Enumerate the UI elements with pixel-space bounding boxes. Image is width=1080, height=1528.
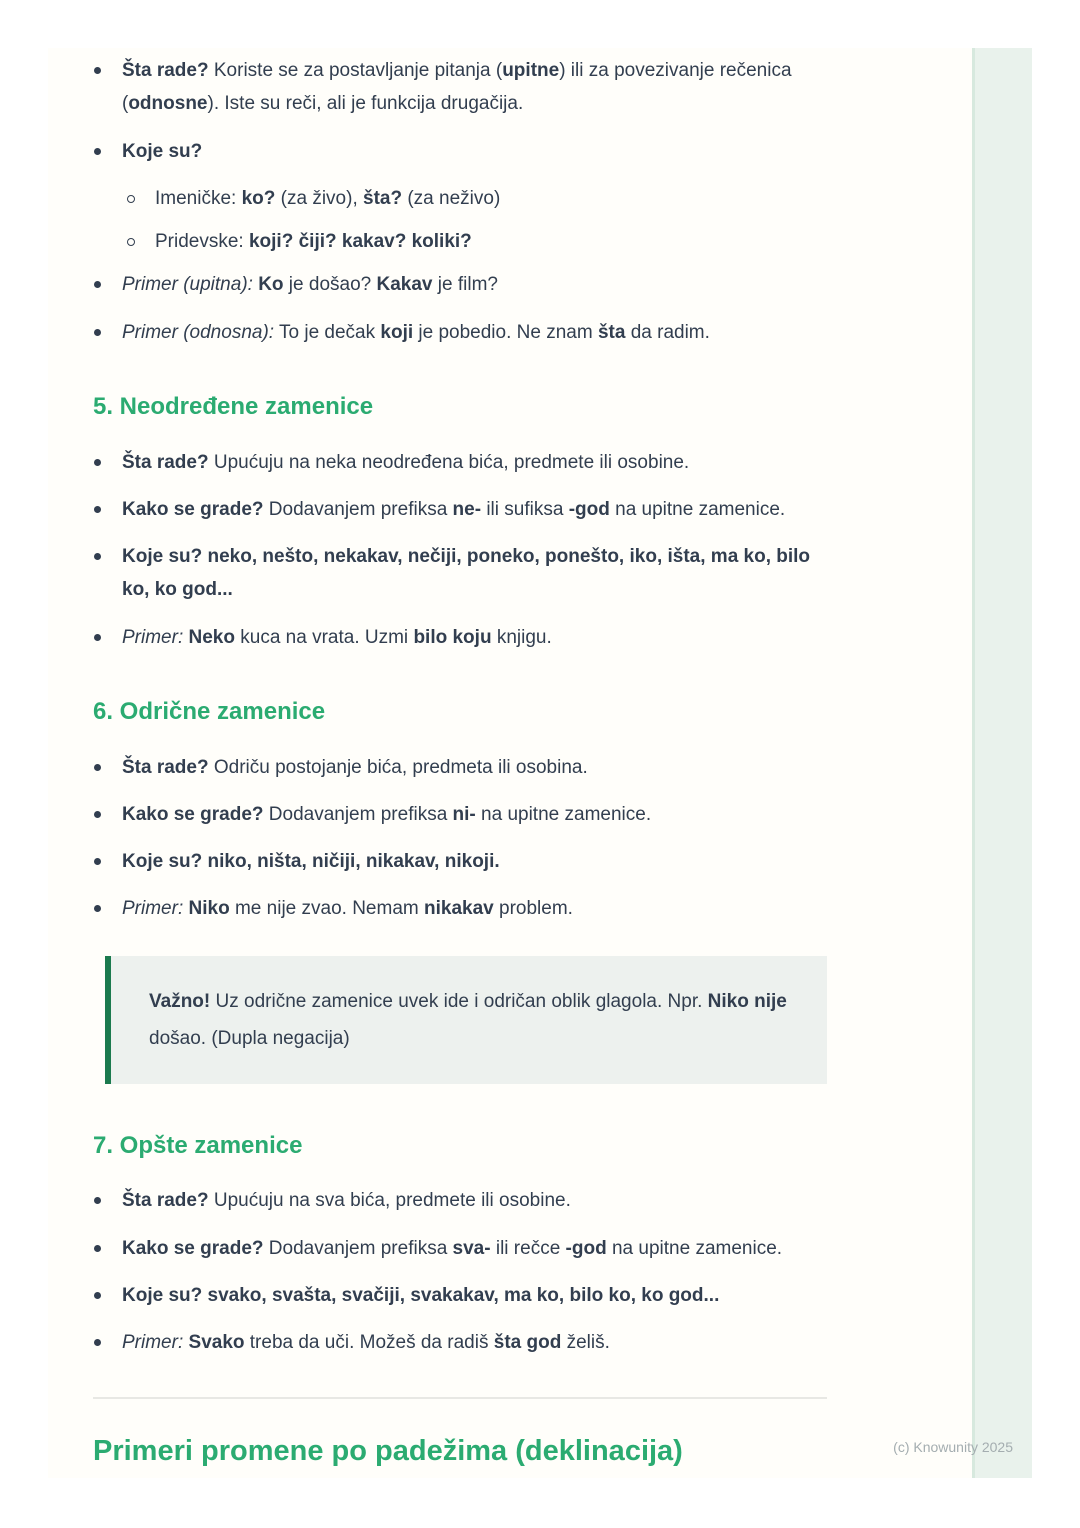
- list-item-text: Primer: Neko kuca na vrata. Uzmi bilo koju knjigu.: [122, 626, 552, 648]
- list-item: [126, 182, 827, 215]
- list-item-text: Primer (odnosna): To je dečak koji je pobedio. Ne znam šta da radim.: [122, 321, 710, 343]
- bullet-marker: [93, 493, 122, 494]
- page-title-deklinacija: Primeri promene po padežima (deklinacija): [93, 1435, 683, 1468]
- list-item: [93, 621, 827, 654]
- list-item-text: Kako se grade? Dodavanjem prefiksa ni- na upitne zamenice.: [122, 803, 652, 825]
- list-item: [93, 268, 827, 301]
- list-item-text: Kako se grade? Dodavanjem prefiksa sva- ili rečce -god na upitne zamenice.: [122, 1237, 783, 1259]
- bullet-marker: [93, 892, 122, 893]
- bullet-marker: [93, 1279, 122, 1280]
- section7-bullet-list: [93, 1184, 827, 1359]
- list-item: [93, 845, 827, 878]
- list-item-text: Koje su? svako, svašta, svačiji, svakakav, ma ko, bilo ko, ko god...: [122, 1284, 720, 1306]
- list-item: [93, 493, 827, 526]
- bullet-marker: [93, 1326, 122, 1327]
- list-item-text: Imeničke: ko? (za živo), šta? (za neživo): [155, 187, 501, 209]
- side-stripe-decoration: [972, 48, 1032, 1478]
- list-item-text: Šta rade? Upućuju na neka neodređena bića, predmete ili osobine.: [122, 451, 690, 473]
- important-note-callout: [105, 956, 827, 1084]
- bullet-marker: [93, 1184, 122, 1185]
- list-item: [93, 316, 827, 349]
- bullet-marker: [93, 621, 122, 622]
- bullet-marker: [93, 540, 122, 541]
- list-item-text: Pridevske: koji? čiji? kakav? koliki?: [155, 231, 472, 252]
- list-item: [93, 540, 827, 607]
- sub-bullet-marker: [126, 225, 155, 226]
- list-item-text: Primer: Svako treba da uči. Možeš da radiš šta god želiš.: [122, 1332, 610, 1354]
- list-item: [93, 446, 827, 479]
- bullet-marker: [93, 135, 122, 136]
- list-item: [126, 225, 827, 258]
- sub-bullet-marker: [126, 182, 155, 183]
- section5-bullet-list: [93, 446, 827, 654]
- bullet-marker: [93, 798, 122, 799]
- list-item: [93, 1326, 827, 1359]
- bullet-marker: [93, 316, 122, 317]
- bullet-marker: [93, 446, 122, 447]
- intro-bullet-list: [93, 54, 827, 349]
- list-item: [93, 892, 827, 925]
- bullet-marker: [93, 1232, 122, 1233]
- list-item-text: Kako se grade? Dodavanjem prefiksa ne- ili sufiksa -god na upitne zamenice.: [122, 498, 786, 520]
- list-item: [93, 54, 827, 121]
- list-item: [93, 1184, 827, 1217]
- list-item-text: Šta rade? Upućuju na sva bića, predmete ili osobine.: [122, 1190, 571, 1212]
- list-item-text: Primer (upitna): Ko je došao? Kakav je film?: [122, 274, 498, 296]
- copyright-watermark: (c) Knowunity 2025: [893, 1439, 1013, 1455]
- section-divider: [93, 1397, 827, 1399]
- bullet-marker: [93, 54, 122, 55]
- list-item-text: Koje su? niko, ništa, ničiji, nikakav, nikoji.: [122, 851, 500, 873]
- callout-text: Važno! Uz odrične zamenice uvek ide i odričan oblik glagola. Npr. Niko nije došao. (Dupla negacija): [149, 990, 787, 1049]
- document-content: [93, 48, 827, 1470]
- list-item: [93, 1279, 827, 1312]
- list-item-text: Koje su?: [122, 140, 203, 162]
- bullet-marker: [93, 751, 122, 752]
- list-item-text: Primer: Niko me nije zvao. Nemam nikakav problem.: [122, 898, 573, 920]
- bullet-marker: [93, 845, 122, 846]
- list-item: [93, 1232, 827, 1265]
- list-item: [93, 798, 827, 831]
- document-page: [48, 48, 1032, 1478]
- list-item-text: Šta rade? Koriste se za postavljanje pitanja (upitne) ili za povezivanje rečenica (odnosne). Iste su reči, ali je funkcija drugačija.: [122, 60, 792, 115]
- bullet-marker: [93, 268, 122, 269]
- list-item: [93, 751, 827, 784]
- list-item-text: Šta rade? Odriču postojanje bića, predmeta ili osobina.: [122, 756, 588, 778]
- list-item: [93, 135, 827, 168]
- section-heading-neodredjene-zamenice: 5. Neodređene zamenice: [93, 392, 374, 420]
- list-item-text: Koje su? neko, nešto, nekakav, nečiji, poneko, ponešto, iko, išta, ma ko, bilo ko, ko god...: [122, 546, 811, 601]
- section-heading-opste-zamenice: 7. Opšte zamenice: [93, 1131, 303, 1159]
- section6-bullet-list: [93, 751, 827, 926]
- section-heading-odricne-zamenice: 6. Odrične zamenice: [93, 697, 326, 725]
